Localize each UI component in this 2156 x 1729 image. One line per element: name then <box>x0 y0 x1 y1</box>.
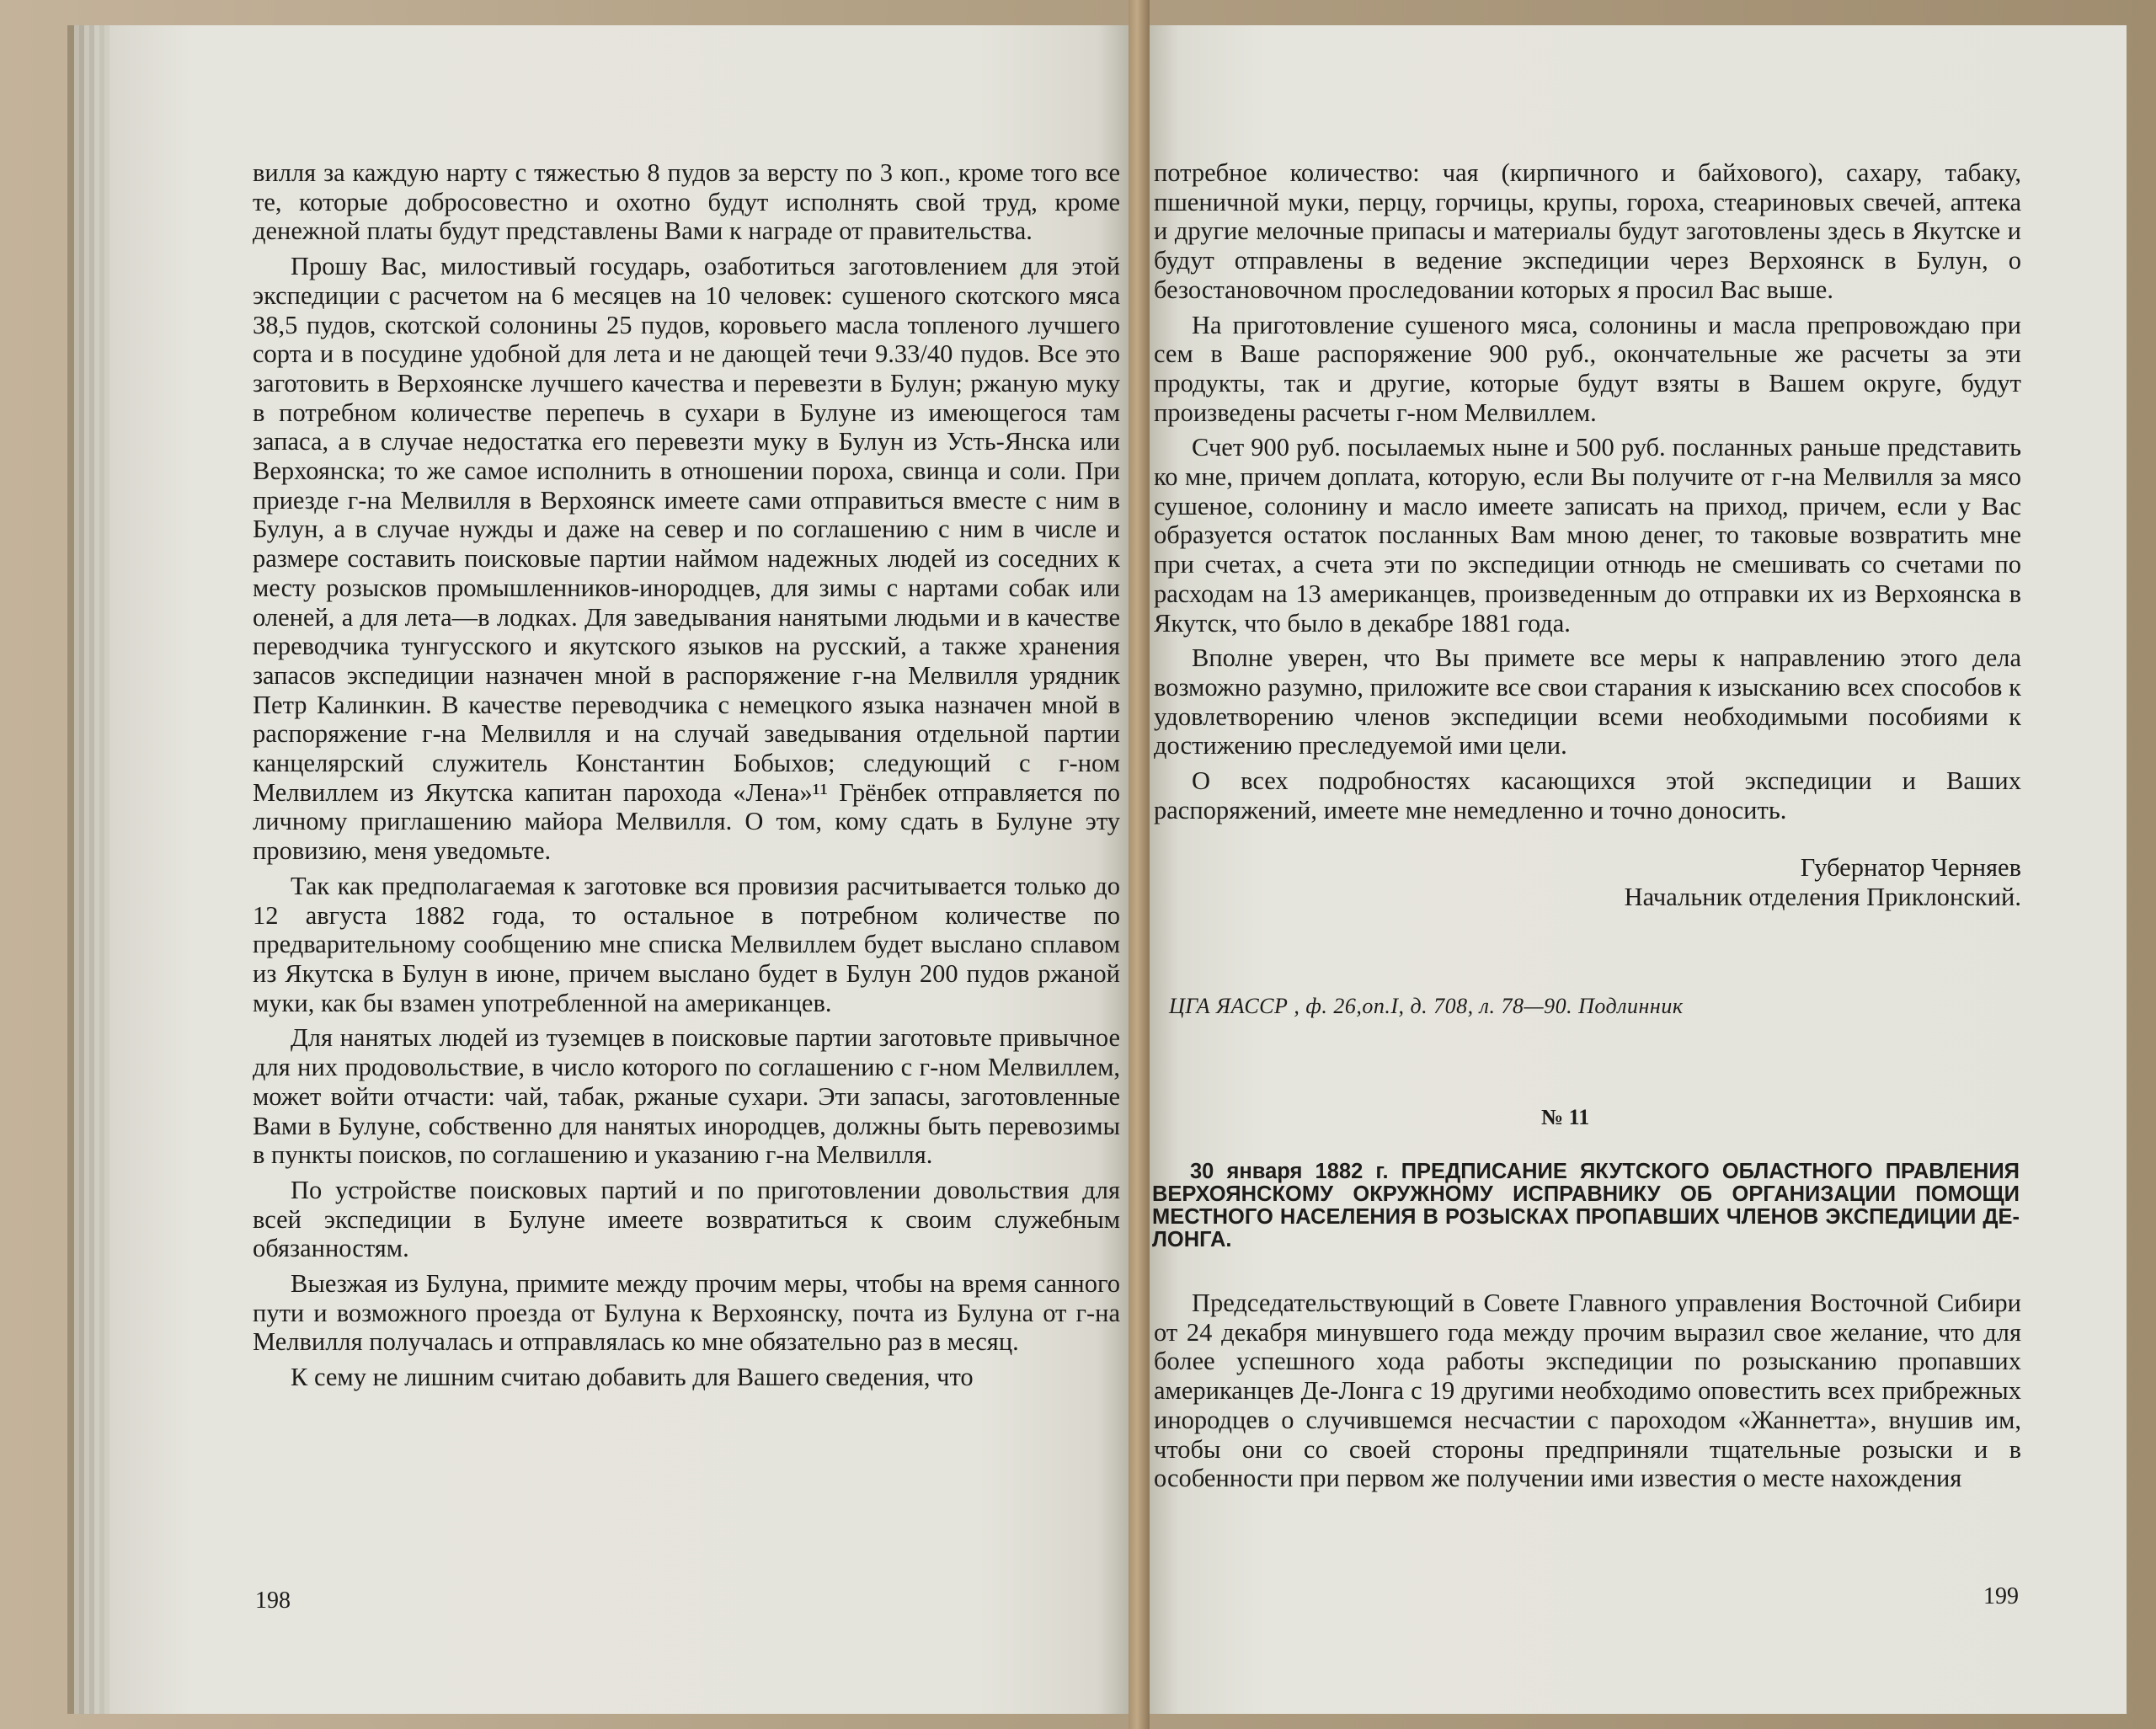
right-body-paragraph-1: Председательствующий в Совете Главного управления Восточной Сибири от 24 декабря минувшего года между прочим выразил свое желание, что для более успешного хода работы экспедиции по розысканию пропавших американцев Де-Лонга с 19 другими необходимо оповестить всех прибрежных инородцев о случившемся несчастии с пароходом «Жаннетта», внушив им, чтобы они со своей стороны предприняли тщательные розыски и в особенности при первом же получении ими известия о месте нахождения <box>1154 1289 2021 1493</box>
left-paragraph-4: Для нанятых людей из туземцев в поисковые партии заготовьте привычное для них продовольствие, в число которого по соглашению с г-ном Мелвиллем, может войти отчасти: чай, табак, ржаные сухари. Эти запасы, заготовленные Вами в Булуне, собственно для нанятых инородцев, должны быть перевозимы в пункты поисков, по соглашению и указанию г-на Мелвилля. <box>253 1023 1120 1170</box>
right-paragraph-1: потребное количество: чая (кирпичного и байхового), сахару, табаку, пшеничной муки, перцу, горчицы, крупы, гороха, стеариновых свечей, аптека и другие мелочные припасы и материалы будут заготовлены здесь в Якутске и будут отправлены в ведение экспедиции через Верхоянск в Булун, о безостановочном проследовании которых я просил Вас выше. <box>1154 158 2021 304</box>
signature-governor: Губернатор Черняев <box>1800 853 2021 883</box>
left-paragraph-7: К сему не лишним считаю добавить для Вашего сведения, что <box>291 1363 974 1392</box>
document-heading <box>1152 1161 2020 1251</box>
left-paragraph-6: Выезжая из Булуна, примите между прочим меры, чтобы на время санного пути и возможного проезда от Булуна к Верхоянску, почта из Булуна от г-на Мелвилля получалась и отправлялась ко мне обязательно раз в месяц. <box>253 1269 1120 1357</box>
left-paragraph-2: Прошу Вас, милостивый государь, озаботиться заготовлением для этой экспедиции с расчетом на 6 месяцев на 10 человек: сушеного скотского мяса 38,5 пудов, скотской солонины 25 пудов, коровьего масла топленого лучшего сорта и в посудине удобной для лета и не дающей течи 9.33/40 пудов. Все это заготовить в Верхоянске лучшего качества и перевезти в Булун; ржаную муку в потребном количестве перепечь в сухари в Булуне из имеющегося там запаса, а в случае недостатка его перевезти муку в Булун из Усть-Янска или Верхоянска; то же самое исполнить в отношении пороха, свинца и соли. При приезде г-на Мелвилля в Верхоянск имеете сами отправиться вместе с ним в Булун, а в случае нужды и даже на север и по соглашению с ним в числе и размере составить поисковые партии наймом надежных людей из соседних к месту розысков промышленников-инородцев, для зимы с нартами собак или оленей, а для лета—в лодках. Для заведывания нанятыми людьми и в качестве переводчика тунгусского и якутского языков на русский, а также хранения запасов экспедиции назначен мной в распоряжение г-на Мелвилля урядник Петр Калинкин. В качестве переводчика с немецкого языка назначен мной в распоряжение г-на Мелвилля и на случай заведывания отдельной партии канцелярский служитель Константин Бобыхов; следующий с г-ном Мелвиллем из Якутска капитан парохода «Лена»¹¹ Грёнбек отправляется по личному приглашению майора Мелвилля. О том, кому сдать в Булуне эту провизию, меня уведомьте. <box>253 252 1120 866</box>
signature-department-head: Начальник отделения Приклонский. <box>1624 883 2021 912</box>
right-paragraph-5: О всех подробностях касающихся этой экспедиции и Ваших распоряжений, имеете мне немедленно и точно доносить. <box>1154 766 2021 824</box>
right-paragraph-3: Счет 900 руб. посылаемых ныне и 500 руб. посланных раньше представить ко мне, причем доплата, которую, если Вы получите от г-на Мелвилля за мясо сушеное, солонину и масло имеете записать на приход, причем, если у Вас образуется остаток посланных Вам мною денег, то таковые возвратить мне при счетах, а счета эти по экспедиции отнюдь не смешивать со счетами по расходам на 13 американцев, произведенным до отправки их из Верхоянска в Якутск, что было в декабре 1881 года. <box>1154 433 2021 638</box>
left-paragraph-1: вилля за каждую нарту с тяжестью 8 пудов за версту по 3 коп., кроме того все те, которые добросовестно и охотно будут исполнять свой труд, кроме денежной платы будут представлены Вами к награде от правительства. <box>253 158 1120 246</box>
document-date: 30 января 1882 г. <box>1190 1160 1389 1183</box>
document-title: ПРЕДПИСАНИЕ ЯКУТСКОГО ОБЛАСТНОГО ПРАВЛЕНИЯ ВЕРХОЯНСКОМУ ОКРУЖНОМУ ИСПРАВНИКУ ОБ ОРГАНИЗАЦИИ ПОМОЩИ МЕСТНОГО НАСЕЛЕНИЯ В РОЗЫСКАХ ПРОПАВШИХ ЧЛЕНОВ ЭКСПЕДИЦИИ ДЕ-ЛОНГА. <box>1152 1160 2020 1251</box>
left-page-number: 198 <box>255 1588 291 1614</box>
right-paragraph-4: Вполне уверен, что Вы примете все меры к направлению этого дела возможно разумно, приложите все свои старания к изысканию всех способов к удовлетворению членов экспедиции всеми необходимыми пособиями к достижению преследуемой ими цели. <box>1154 643 2021 760</box>
left-paragraph-3: Так как предполагаемая к заготовке вся провизия расчитывается только до 12 августа 1882 года, то остальное в потребном количестве по предварительному сообщению мне списка Мелвиллем будет выслано сплавом из Якутска в Булун в июне, причем выслано будет в Булун 200 пудов ржаной муки, как бы взамен употребленной на американцев. <box>253 871 1120 1017</box>
archive-reference: ЦГА ЯАССР , ф. 26,оп.I, д. 708, л. 78—90. Подлинник <box>1169 994 1684 1018</box>
right-page-text <box>1154 158 2021 912</box>
right-body-text <box>1154 1289 2021 1499</box>
document-number: № 11 <box>1541 1105 1590 1129</box>
left-paragraph-5: По устройстве поисковых партий и по приготовлении довольствия для всей экспедиции в Булуне имеете возвратиться к своим служебным обязанностям. <box>253 1175 1120 1263</box>
book-spine <box>1129 0 1150 1729</box>
right-page-number: 199 <box>1983 1583 2019 1609</box>
right-paragraph-2: На приготовление сушеного мяса, солонины и масла препровождаю при сем в Ваше распоряжение 900 руб., окончательные же расчеты за эти продукты, так и другие, которые будут взяты в Вашем округе, будут произведены расчеты г-ном Мелвиллем. <box>1154 310 2021 427</box>
left-page-text <box>253 158 1120 1398</box>
